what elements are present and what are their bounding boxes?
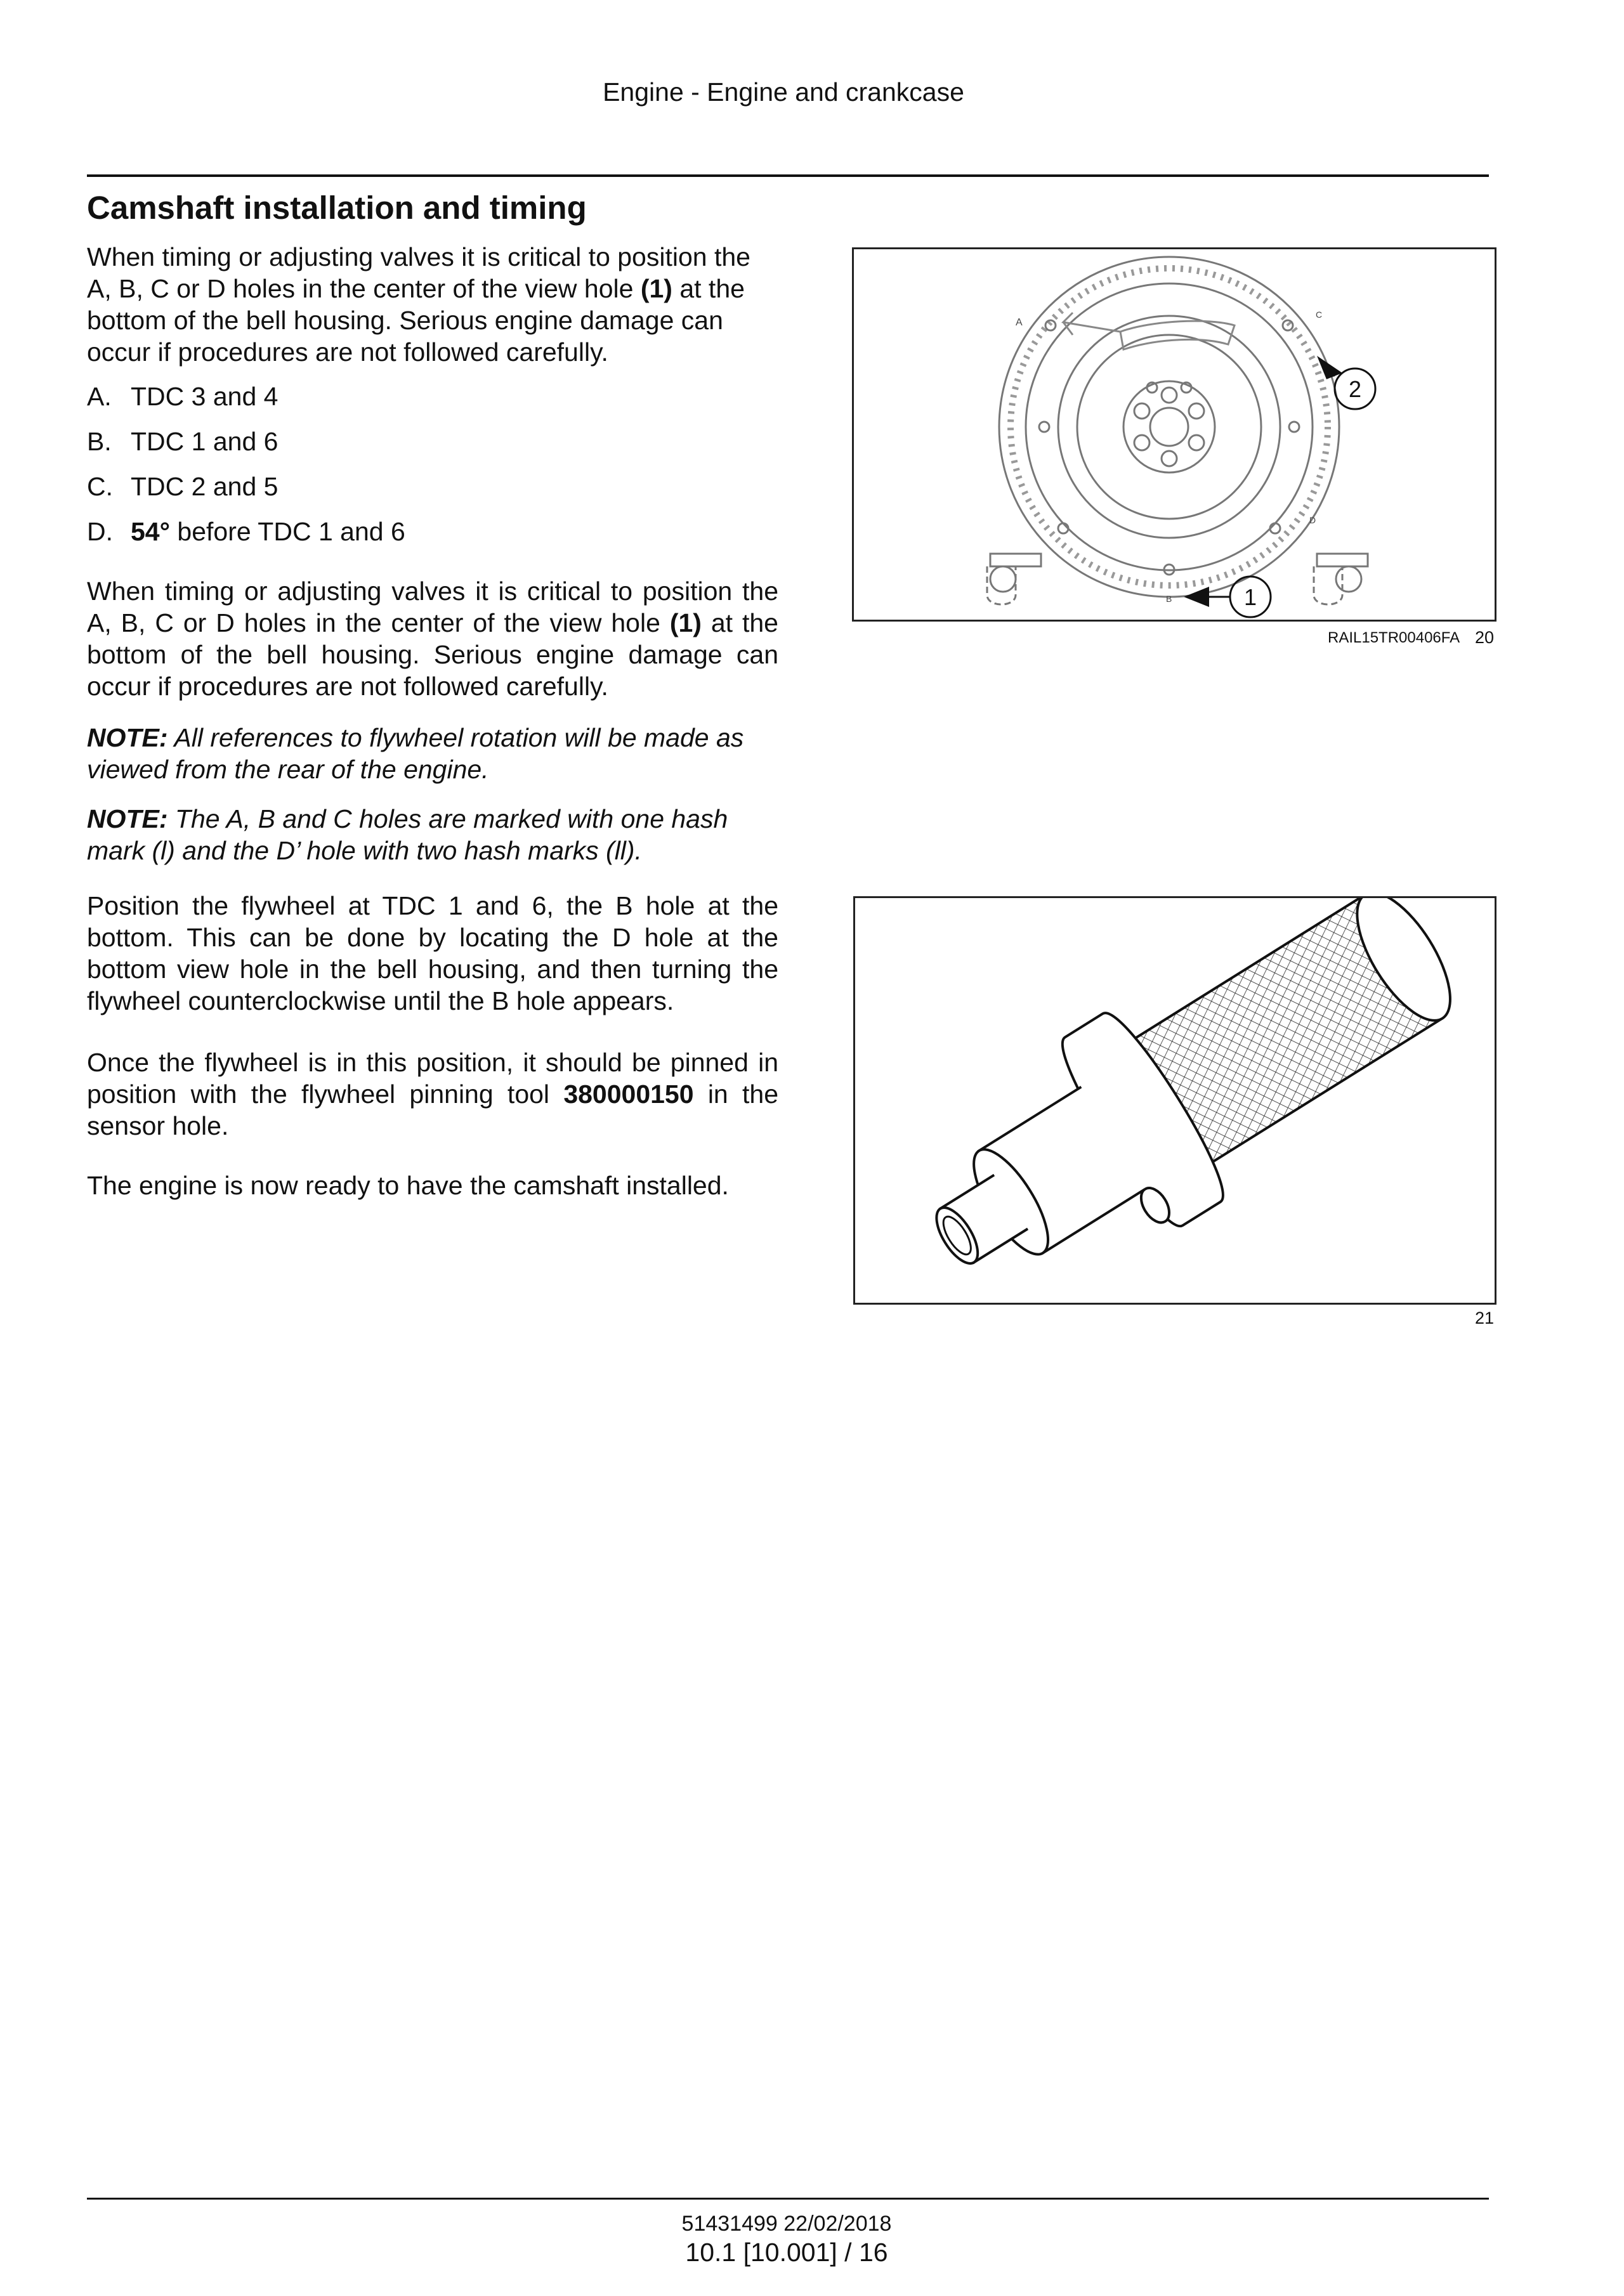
intro-ref: (1) — [640, 274, 672, 303]
hole-mark-d: D — [1309, 515, 1316, 525]
list-item-c: C. TDC 2 and 5 — [87, 472, 278, 501]
intro-text-post: at the bottom of the bell housing. Serious engine damage can occur if procedures are not followed carefully. — [87, 274, 745, 367]
paragraph-3: Position the flywheel at TDC 1 and 6, the B hole at the bottom. This can be done by locating the D hole at the bottom view hole in the bell housing, and then turning the flywheel counterclockwise until the B hole appears. — [87, 891, 778, 1015]
header-rule — [87, 174, 1489, 177]
intro-text-pre: When timing or adjusting valves it is critical to position the A, B, C or D holes in the center of the view hole — [87, 242, 750, 303]
footer-doc-id: 51431499 22/02/2018 — [681, 2212, 892, 2236]
figure-20-number: 20 — [1475, 628, 1495, 647]
footer-rule — [87, 2198, 1489, 2200]
pinning-tool-diagram — [855, 898, 1495, 1303]
intro-paragraph — [87, 241, 778, 368]
list-item-b: B. TDC 1 and 6 — [87, 427, 278, 456]
note-2: NOTE: The A, B and C holes are marked with one hash mark (l) and the D’ hole with two hash marks (ll). — [87, 804, 728, 865]
figure-21-number: 21 — [1475, 1308, 1495, 1327]
footer-page-number: 10.1 [10.001] / 16 — [685, 2238, 888, 2267]
callout-2: 2 — [1348, 376, 1362, 402]
figure-20-code: RAIL15TR00406FA — [1328, 629, 1460, 646]
paragraph-2: When timing or adjusting valves it is critical to position the A, B, C or D holes in the center of the view hole (1) at the bottom of the bell housing. Serious engine damage can occur if procedures are not followed carefully. — [87, 577, 778, 701]
hole-mark-a: A — [1016, 317, 1023, 328]
flywheel-diagram — [854, 249, 1495, 620]
callout-1: 1 — [1243, 584, 1257, 610]
figure-21-pinning-tool — [853, 896, 1496, 1305]
list-item-d: D. 54° before TDC 1 and 6 — [87, 517, 405, 546]
note-1: NOTE: All references to flywheel rotation will be made as viewed from the rear of the engine. — [87, 723, 744, 784]
figure-20-flywheel — [852, 247, 1496, 622]
section-title: Camshaft installation and timing — [87, 190, 587, 226]
paragraph-5: The engine is now ready to have the camshaft installed. — [87, 1171, 729, 1200]
running-header: Engine - Engine and crankcase — [603, 77, 964, 107]
hole-mark-c: C — [1316, 310, 1323, 320]
paragraph-4: Once the flywheel is in this position, it should be pinned in position with the flywheel pinning tool 380000150 in the sensor hole. — [87, 1048, 778, 1140]
hole-mark-b: B — [1166, 594, 1172, 604]
list-item-a: A. TDC 3 and 4 — [87, 382, 278, 411]
